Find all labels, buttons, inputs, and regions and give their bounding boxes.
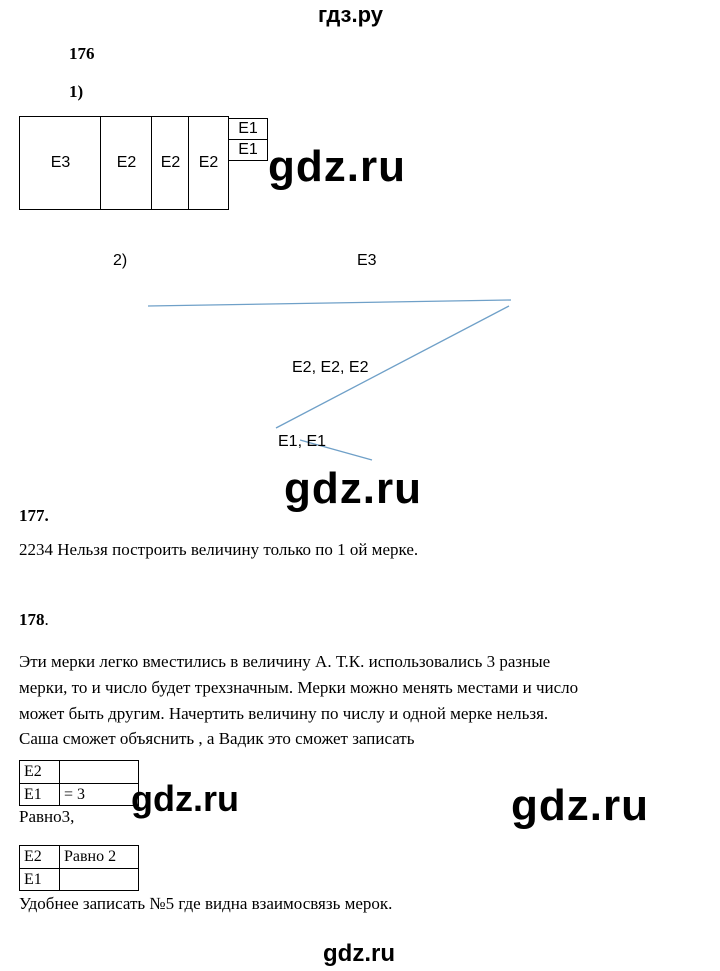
task-178-number: 178 (19, 610, 45, 629)
block-e2-1: Е2 (100, 116, 152, 210)
diagram-bottom-label: Е1, Е1 (278, 433, 327, 450)
task-178-dot: . (44, 610, 49, 629)
table-1-r1c1: Е2 (19, 760, 60, 784)
block-e1-bottom: Е1 (228, 139, 268, 161)
block-e2-3: Е2 (188, 116, 229, 210)
watermark-1: gdz.ru (268, 142, 406, 191)
table-1-r2c2: = 3 (59, 783, 139, 806)
watermark-2: gdz.ru (284, 464, 422, 513)
table-2-r2c2 (59, 868, 139, 891)
task-176-part2-label: 2) (113, 252, 128, 269)
site-title: гдз.ру (318, 2, 383, 27)
watermark-3: gdz.ru (131, 778, 239, 819)
watermark-4: gdz.ru (511, 781, 649, 830)
table-1-r2c1: Е1 (19, 783, 60, 806)
block-e1-top: Е1 (228, 118, 268, 140)
table-2-r1c2: Равно 2 (59, 845, 139, 869)
table-1-r1c2 (59, 760, 139, 784)
task-177-text: 2234 Нельзя построить величину только по 1 ой мерке. (19, 540, 419, 559)
table-2-r1c1: Е2 (19, 845, 60, 869)
segment-e3 (148, 300, 511, 306)
table-2-r2c1: Е1 (19, 868, 60, 891)
task-177-number: 177. (19, 506, 49, 525)
task-178-line-1: Эти мерки легко вместились в величину А. Т.К. использовались 3 разные (19, 652, 551, 671)
table-2-caption: Удобнее записать №5 где видна взаимосвязь мерок. (19, 894, 393, 913)
table-1-caption: Равно3, (19, 807, 75, 826)
task-178-line-4: Саша сможет объяснить , а Вадик это сможет записать (19, 729, 415, 748)
task-178-line-2: мерки, то и число будет трехзначным. Мерки можно менять местами и число (19, 678, 579, 697)
block-e3: Е3 (19, 116, 101, 210)
block-e2-2: Е2 (151, 116, 189, 210)
task-178-heading (19, 610, 49, 630)
diagram-top-label: Е3 (357, 252, 377, 269)
task-178-line-3: может быть другим. Начертить величину по числу и одной мерке нельзя. (19, 704, 549, 723)
task-176-part1-label: 1) (69, 82, 84, 101)
diagram-mid-label: Е2, Е2, Е2 (292, 359, 369, 376)
footer-watermark: gdz.ru (323, 940, 395, 967)
task-176-number: 176 (69, 44, 95, 63)
